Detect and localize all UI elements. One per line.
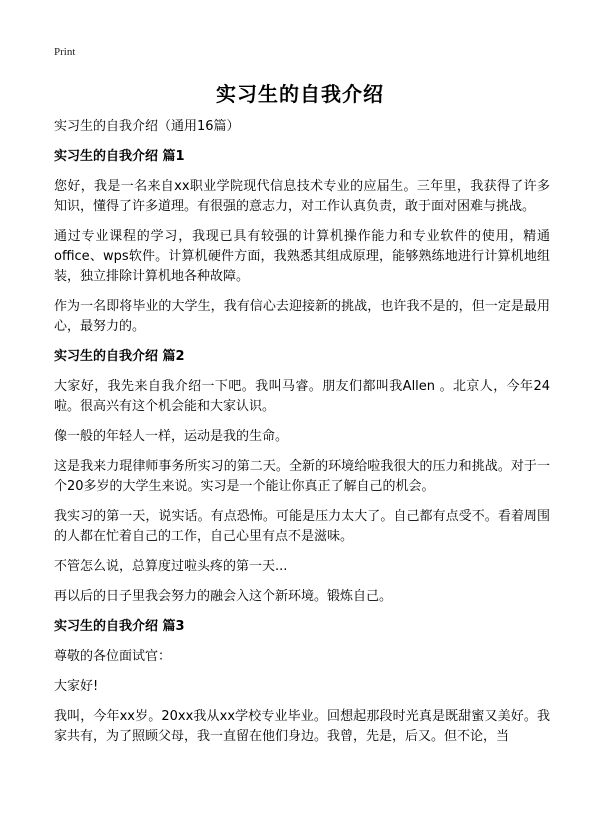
paragraph: 您好，我是一名来自xx职业学院现代信息技术专业的应届生。三年里，我获得了许多知识，懂得了许多道理。有很强的意志力，对工作认真负责，敢于面对困难与挑战。	[54, 179, 550, 214]
paragraph: 作为一名即将毕业的大学生，我有信心去迎接新的挑战，也许我不是的，但一定是最用心，最努力的。	[54, 299, 550, 334]
section-heading: 实习生的自我介绍 篇1	[54, 149, 185, 164]
paragraph: 再以后的日子里我会努力的融会入这个新环境。锻炼自己。	[54, 589, 393, 604]
paragraph: 我实习的第一天，说实话。有点恐怖。可能是压力太大了。自己都有点受不。看着周围的人都在忙着自己的工作，自己心里有点不是滋味。	[54, 509, 550, 544]
paragraph: 通过专业课程的学习，我现已具有较强的计算机操作能力和专业软件的使用，精通office、wps软件。计算机硬件方面，我熟悉其组成原理，能够熟练地进行计算机地组装，独立排除计算机地各种故障。	[54, 229, 550, 284]
document-title: 实习生的自我介绍	[216, 82, 384, 106]
section-heading: 实习生的自我介绍 篇3	[54, 619, 185, 634]
document-body	[54, 117, 550, 757]
paragraph: 像一般的年轻人一样，运动是我的生命。	[54, 429, 289, 444]
document-subtitle: 实习生的自我介绍（通用16篇）	[54, 119, 240, 134]
paragraph: 大家好，我先来自我介绍一下吧。我叫马睿。朋友们都叫我Allen 。北京人，今年24啦。很高兴有这个机会能和大家认识。	[54, 379, 550, 414]
paragraph: 不管怎么说，总算度过啦头疼的第一天...	[54, 559, 288, 574]
section-heading: 实习生的自我介绍 篇2	[54, 349, 185, 364]
paragraph: 大家好!	[54, 679, 99, 694]
paragraph: 尊敬的各位面试官：	[54, 649, 172, 664]
paragraph: 我叫，今年xx岁。20xx我从xx学校专业毕业。回想起那段时光真是既甜蜜又美好。我家共有，为了照顾父母，我一直留在他们身边。我曾，先是，后又。但不论，当	[54, 709, 550, 744]
print-label: Print	[54, 46, 76, 58]
paragraph: 这是我来力琨律师事务所实习的第二天。全新的环境给啦我很大的压力和挑战。对于一个20多岁的大学生来说。实习是一个能让你真正了解自己的机会。	[54, 459, 550, 494]
